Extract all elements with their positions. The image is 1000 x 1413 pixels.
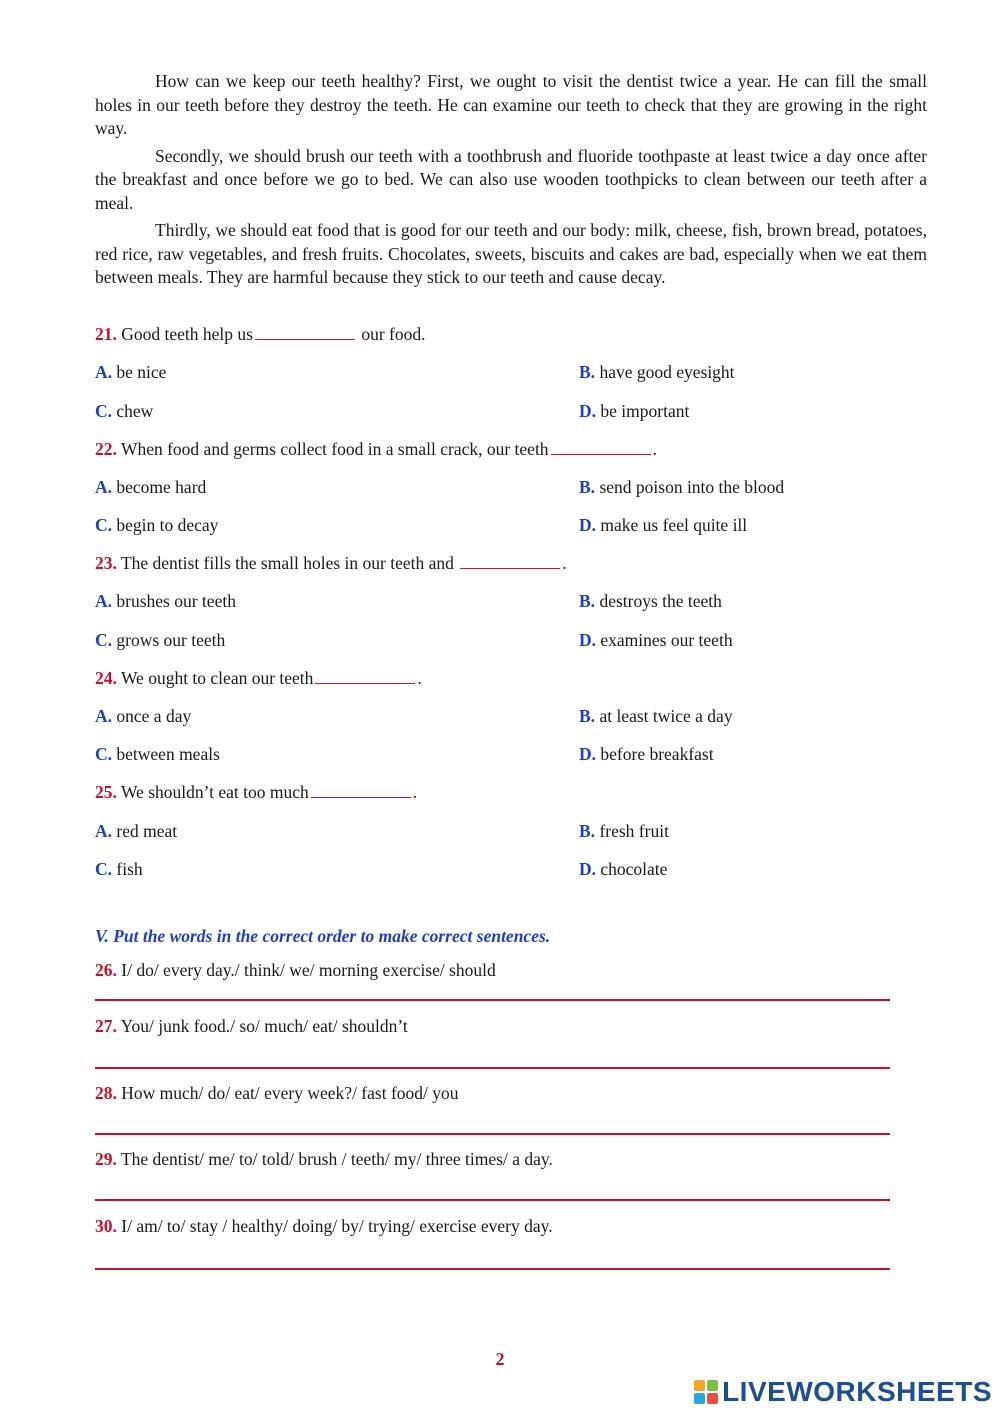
item-words: I/ do/ every day./ think/ we/ morning exercise/ should	[121, 960, 496, 980]
worksheet-page	[95, 70, 927, 1236]
item-words: You/ junk food./ so/ much/ eat/ shouldn’t	[120, 1016, 408, 1036]
question-21	[95, 323, 426, 345]
option-d[interactable]	[579, 514, 747, 536]
option-text: become hard	[116, 477, 207, 497]
option-text: make us feel quite ill	[600, 515, 748, 535]
option-d[interactable]	[579, 400, 689, 422]
option-text: brushes our teeth	[116, 591, 236, 611]
option-letter: A.	[95, 362, 113, 382]
question-text: Good teeth help us	[121, 324, 253, 344]
question-number: 30.	[95, 1216, 117, 1236]
option-b[interactable]	[579, 476, 784, 498]
option-text: have good eyesight	[599, 362, 735, 382]
question-24	[95, 667, 422, 689]
answer-line-27[interactable]	[95, 1067, 890, 1069]
answer-blank[interactable]	[315, 669, 415, 684]
option-c[interactable]	[95, 858, 143, 880]
option-text: destroys the teeth	[599, 591, 722, 611]
option-d[interactable]	[579, 743, 714, 765]
liveworksheets-logo-icon	[694, 1380, 718, 1404]
question-text-end: .	[412, 782, 418, 802]
question-number: 24.	[95, 668, 117, 688]
item-words: The dentist/ me/ to/ told/ brush / teeth/ my/ three times/ a day.	[120, 1149, 553, 1169]
option-b[interactable]	[579, 820, 669, 842]
option-c[interactable]	[95, 743, 220, 765]
option-letter: A.	[95, 591, 113, 611]
option-d[interactable]	[579, 629, 733, 651]
option-text: be nice	[116, 362, 167, 382]
option-letter: B.	[579, 821, 596, 841]
option-letter: C.	[95, 630, 113, 650]
passage-paragraph-1: How can we keep our teeth healthy? First, we ought to visit the dentist twice a year. He can fill the small holes in our teeth before they destroy the teeth. He can examine our teeth to check that they are growing in the right way.	[95, 71, 927, 138]
question-23	[95, 552, 567, 574]
option-letter: A.	[95, 821, 113, 841]
option-text: send poison into the blood	[599, 477, 785, 497]
option-letter: D.	[579, 401, 597, 421]
question-text: The dentist fills the small holes in our teeth and	[120, 553, 459, 573]
page-number: 2	[495, 1349, 505, 1369]
option-text: chocolate	[600, 859, 668, 879]
option-c[interactable]	[95, 400, 153, 422]
question-number: 28.	[95, 1083, 117, 1103]
option-a[interactable]	[95, 590, 236, 612]
answer-line-30[interactable]	[95, 1268, 890, 1270]
question-number: 21.	[95, 324, 117, 344]
reorder-item-28	[95, 1082, 459, 1104]
passage-paragraph-2: Secondly, we should brush our teeth with a toothbrush and fluoride toothpaste at least twice a day once after the breakfast and once before we go to bed. We can also use wooden toothpicks to clean between our teeth after a meal.	[95, 145, 927, 213]
option-d[interactable]	[579, 858, 667, 880]
reorder-item-27	[95, 1015, 408, 1037]
question-text: When food and germs collect food in a small crack, our teeth	[120, 439, 549, 459]
option-text: be important	[600, 401, 690, 421]
option-letter: C.	[95, 744, 113, 764]
question-number: 22.	[95, 439, 117, 459]
reorder-item-30	[95, 1215, 553, 1237]
option-letter: A.	[95, 706, 113, 726]
option-text: at least twice a day	[599, 706, 733, 726]
option-b[interactable]	[579, 590, 722, 612]
option-text: between meals	[116, 744, 220, 764]
option-letter: B.	[579, 706, 596, 726]
option-b[interactable]	[579, 705, 733, 727]
option-b[interactable]	[579, 361, 735, 383]
brand-name: LIVEWORKSHEETS	[722, 1376, 992, 1407]
option-text: red meat	[116, 821, 178, 841]
option-letter: D.	[579, 859, 597, 879]
option-text: grows our teeth	[116, 630, 226, 650]
reorder-item-26	[95, 959, 496, 981]
option-letter: D.	[579, 515, 597, 535]
question-text-end: .	[652, 439, 657, 459]
answer-blank[interactable]	[255, 325, 355, 340]
option-letter: D.	[579, 744, 597, 764]
option-a[interactable]	[95, 476, 206, 498]
question-number: 23.	[95, 553, 117, 573]
question-25	[95, 781, 417, 803]
option-letter: C.	[95, 401, 113, 421]
option-text: examines our teeth	[600, 630, 733, 650]
reorder-item-29	[95, 1148, 553, 1170]
option-text: chew	[116, 401, 154, 421]
section-v-title: V. Put the words in the correct order to make correct sentences.	[95, 926, 551, 946]
option-c[interactable]	[95, 629, 225, 651]
option-a[interactable]	[95, 705, 191, 727]
option-letter: B.	[579, 362, 596, 382]
item-words: How much/ do/ eat/ every week?/ fast food/ you	[121, 1083, 459, 1103]
option-letter: C.	[95, 515, 113, 535]
answer-blank[interactable]	[460, 554, 560, 569]
option-text: fresh fruit	[599, 821, 669, 841]
option-letter: A.	[95, 477, 113, 497]
option-text: begin to decay	[116, 515, 219, 535]
option-a[interactable]	[95, 820, 177, 842]
option-letter: B.	[579, 477, 596, 497]
option-text: before breakfast	[600, 744, 714, 764]
answer-line-28[interactable]	[95, 1133, 890, 1135]
item-words: I/ am/ to/ stay / healthy/ doing/ by/ trying/ exercise every day.	[121, 1216, 553, 1236]
option-letter: D.	[579, 630, 597, 650]
question-text: We ought to clean our teeth	[120, 668, 314, 688]
liveworksheets-brand	[694, 1376, 992, 1408]
question-number: 27.	[95, 1016, 117, 1036]
option-c[interactable]	[95, 514, 218, 536]
option-letter: C.	[95, 859, 113, 879]
question-text-end: our food.	[356, 324, 426, 344]
question-text-end: .	[417, 668, 422, 688]
question-number: 29.	[95, 1149, 117, 1169]
option-text: once a day	[116, 706, 192, 726]
question-number: 25.	[95, 782, 117, 802]
option-a[interactable]	[95, 361, 166, 383]
answer-blank[interactable]	[311, 783, 411, 798]
answer-blank[interactable]	[551, 440, 651, 455]
question-22	[95, 438, 657, 460]
answer-line-26[interactable]	[95, 999, 890, 1001]
question-text-end: .	[562, 553, 567, 573]
question-text: We shouldn’t eat too much	[120, 782, 309, 802]
option-text: fish	[116, 859, 143, 879]
question-number: 26.	[95, 960, 117, 980]
passage-paragraph-3: Thirdly, we should eat food that is good for our teeth and our body: milk, cheese, fish, brown bread, potatoes, red rice, raw vegetables, and fresh fruits. Chocolates, sweets, biscuits and cakes are bad, especially when we eat them between meals. They are harmful because they stick to our teeth and cause decay.	[95, 220, 927, 287]
option-letter: B.	[579, 591, 596, 611]
answer-line-29[interactable]	[95, 1199, 890, 1201]
